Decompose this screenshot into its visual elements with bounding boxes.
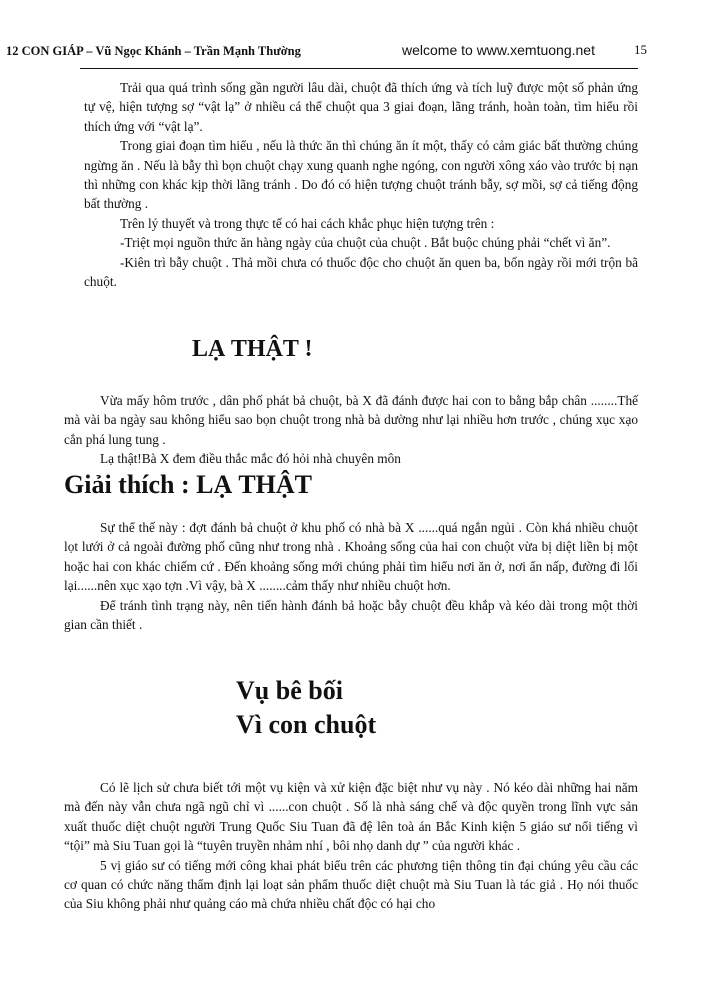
header-website: welcome to www.xemtuong.net (402, 42, 595, 58)
section-giai-thich (64, 518, 638, 634)
heading-line: Vụ bê bối (236, 676, 343, 705)
paragraph: Có lẽ lịch sử chưa biết tới một vụ kiện và xử kiện đặc biệt như vụ này . Nó kéo dài những hai năm mà đến này vẫn chưa ngã ngũ chỉ vì ......con chuột . Số là nhà sáng chế và độc quyền trong lĩnh vực sản xuất thuốc diệt chuột người Trung Quốc Siu Tuan đã đệ lên toà án Bắc Kinh kiện 5 giáo sư nổi tiếng vì “tội” mà Siu Tuan gọi là “tuyên truyền nhảm nhí , bôi nhọ danh dự ” của người khác . (64, 780, 638, 854)
heading-vu-be-boi (236, 674, 376, 742)
paragraph: Sự thể thế này : đợt đánh bả chuột ở khu phố có nhà bà X ......quá ngắn ngủi . Còn khá nhiều chuột lọt lưới ở cả ngoài đường phố cũng như trong nhà . Khoảng sống của hai con chuột vừa bị diệt liền bị một hoặc hai con khác chiếm cứ . Đến khoảng sống mới chúng phải tìm hiểu nơi ăn ở, nơi ẩn nấp, đường đi lối lại......nên xục xạo tợn .Vì vậy, bà X ........cảm thấy như nhiều chuột hơn. (64, 520, 638, 594)
section-la-that (64, 391, 638, 469)
heading-giai-thich: Giải thích : LẠ THẬT (64, 470, 313, 499)
paragraph: Trải qua quá trình sống gần người lâu dài, chuột đã thích ứng và tích luỹ được một số phản ứng tự vệ, hiện tượng sợ “vật lạ” ở nhiều cá thể chuột qua 3 giai đoạn, lãng tránh, hoàn toàn, tìm hiểu rồi thích ứng với “vật lạ”. (84, 80, 638, 134)
heading-line: Vì con chuột (236, 710, 377, 739)
section-vu-be-boi (64, 778, 638, 914)
header-book-title: 12 CON GIÁP – Vũ Ngọc Khánh – Trần Mạnh Thường (6, 44, 301, 58)
section-rat-behavior (84, 78, 638, 291)
paragraph: Trên lý thuyết và trong thực tế có hai cách khắc phục hiện tượng trên : (120, 215, 495, 231)
page-number: 15 (634, 42, 647, 57)
paragraph: Lạ thật!Bà X đem điều thắc mắc đó hỏi nhà chuyên môn (100, 451, 401, 467)
paragraph: -Kiên trì bẫy chuột . Thả mồi chưa có thuốc độc cho chuột ăn quen ba, bốn ngày rồi mới trộn bã chuột. (84, 254, 638, 290)
header-rule (80, 68, 638, 69)
paragraph: -Triệt mọi nguồn thức ăn hàng ngày của chuột của chuột . Bắt buộc chúng phải “chết vì ăn”. (120, 235, 611, 251)
paragraph: 5 vị giáo sư có tiếng mới công khai phát biểu trên các phương tiện thông tin đại chúng yêu cầu các cơ quan có chức năng thẩm định lại loạt sản phẩm thuốc diệt chuột mà Siu Tuan là tác giả . Họ nói thuốc của Siu không phải như quảng cáo mà chứa nhiều chất độc có hại cho (64, 857, 638, 912)
page-header (6, 42, 647, 64)
heading-la-that: LẠ THẬT ! (192, 336, 313, 362)
paragraph: Trong giai đoạn tìm hiểu , nếu là thức ăn thì chúng ăn ít một, thấy có cảm giác bất thường chúng ngừng ăn . Nếu là bẫy thì bọn chuột chạy xung quanh nghe ngóng, con người xông xáo vào trước bị nạn thì những con khác kịp thời lãng tránh . Do đó có hiện tượng chuột tránh bẫy, sợ mồi, sợ cả tiếng động bất thường . (84, 138, 638, 212)
paragraph: Vừa mấy hôm trước , dân phố phát bả chuột, bà X đã đánh được hai con to bằng bắp chân ........Thế mà vài ba ngày sau không hiểu sao bọn chuột trong nhà bà dường như lại nhiều hơn trước , chúng xục xạo cắn phá lung tung . (64, 393, 638, 447)
paragraph: Để tránh tình trạng này, nên tiến hành đánh bả hoặc bẫy chuột đều khắp và kéo dài trong một thời gian cần thiết . (64, 597, 638, 633)
